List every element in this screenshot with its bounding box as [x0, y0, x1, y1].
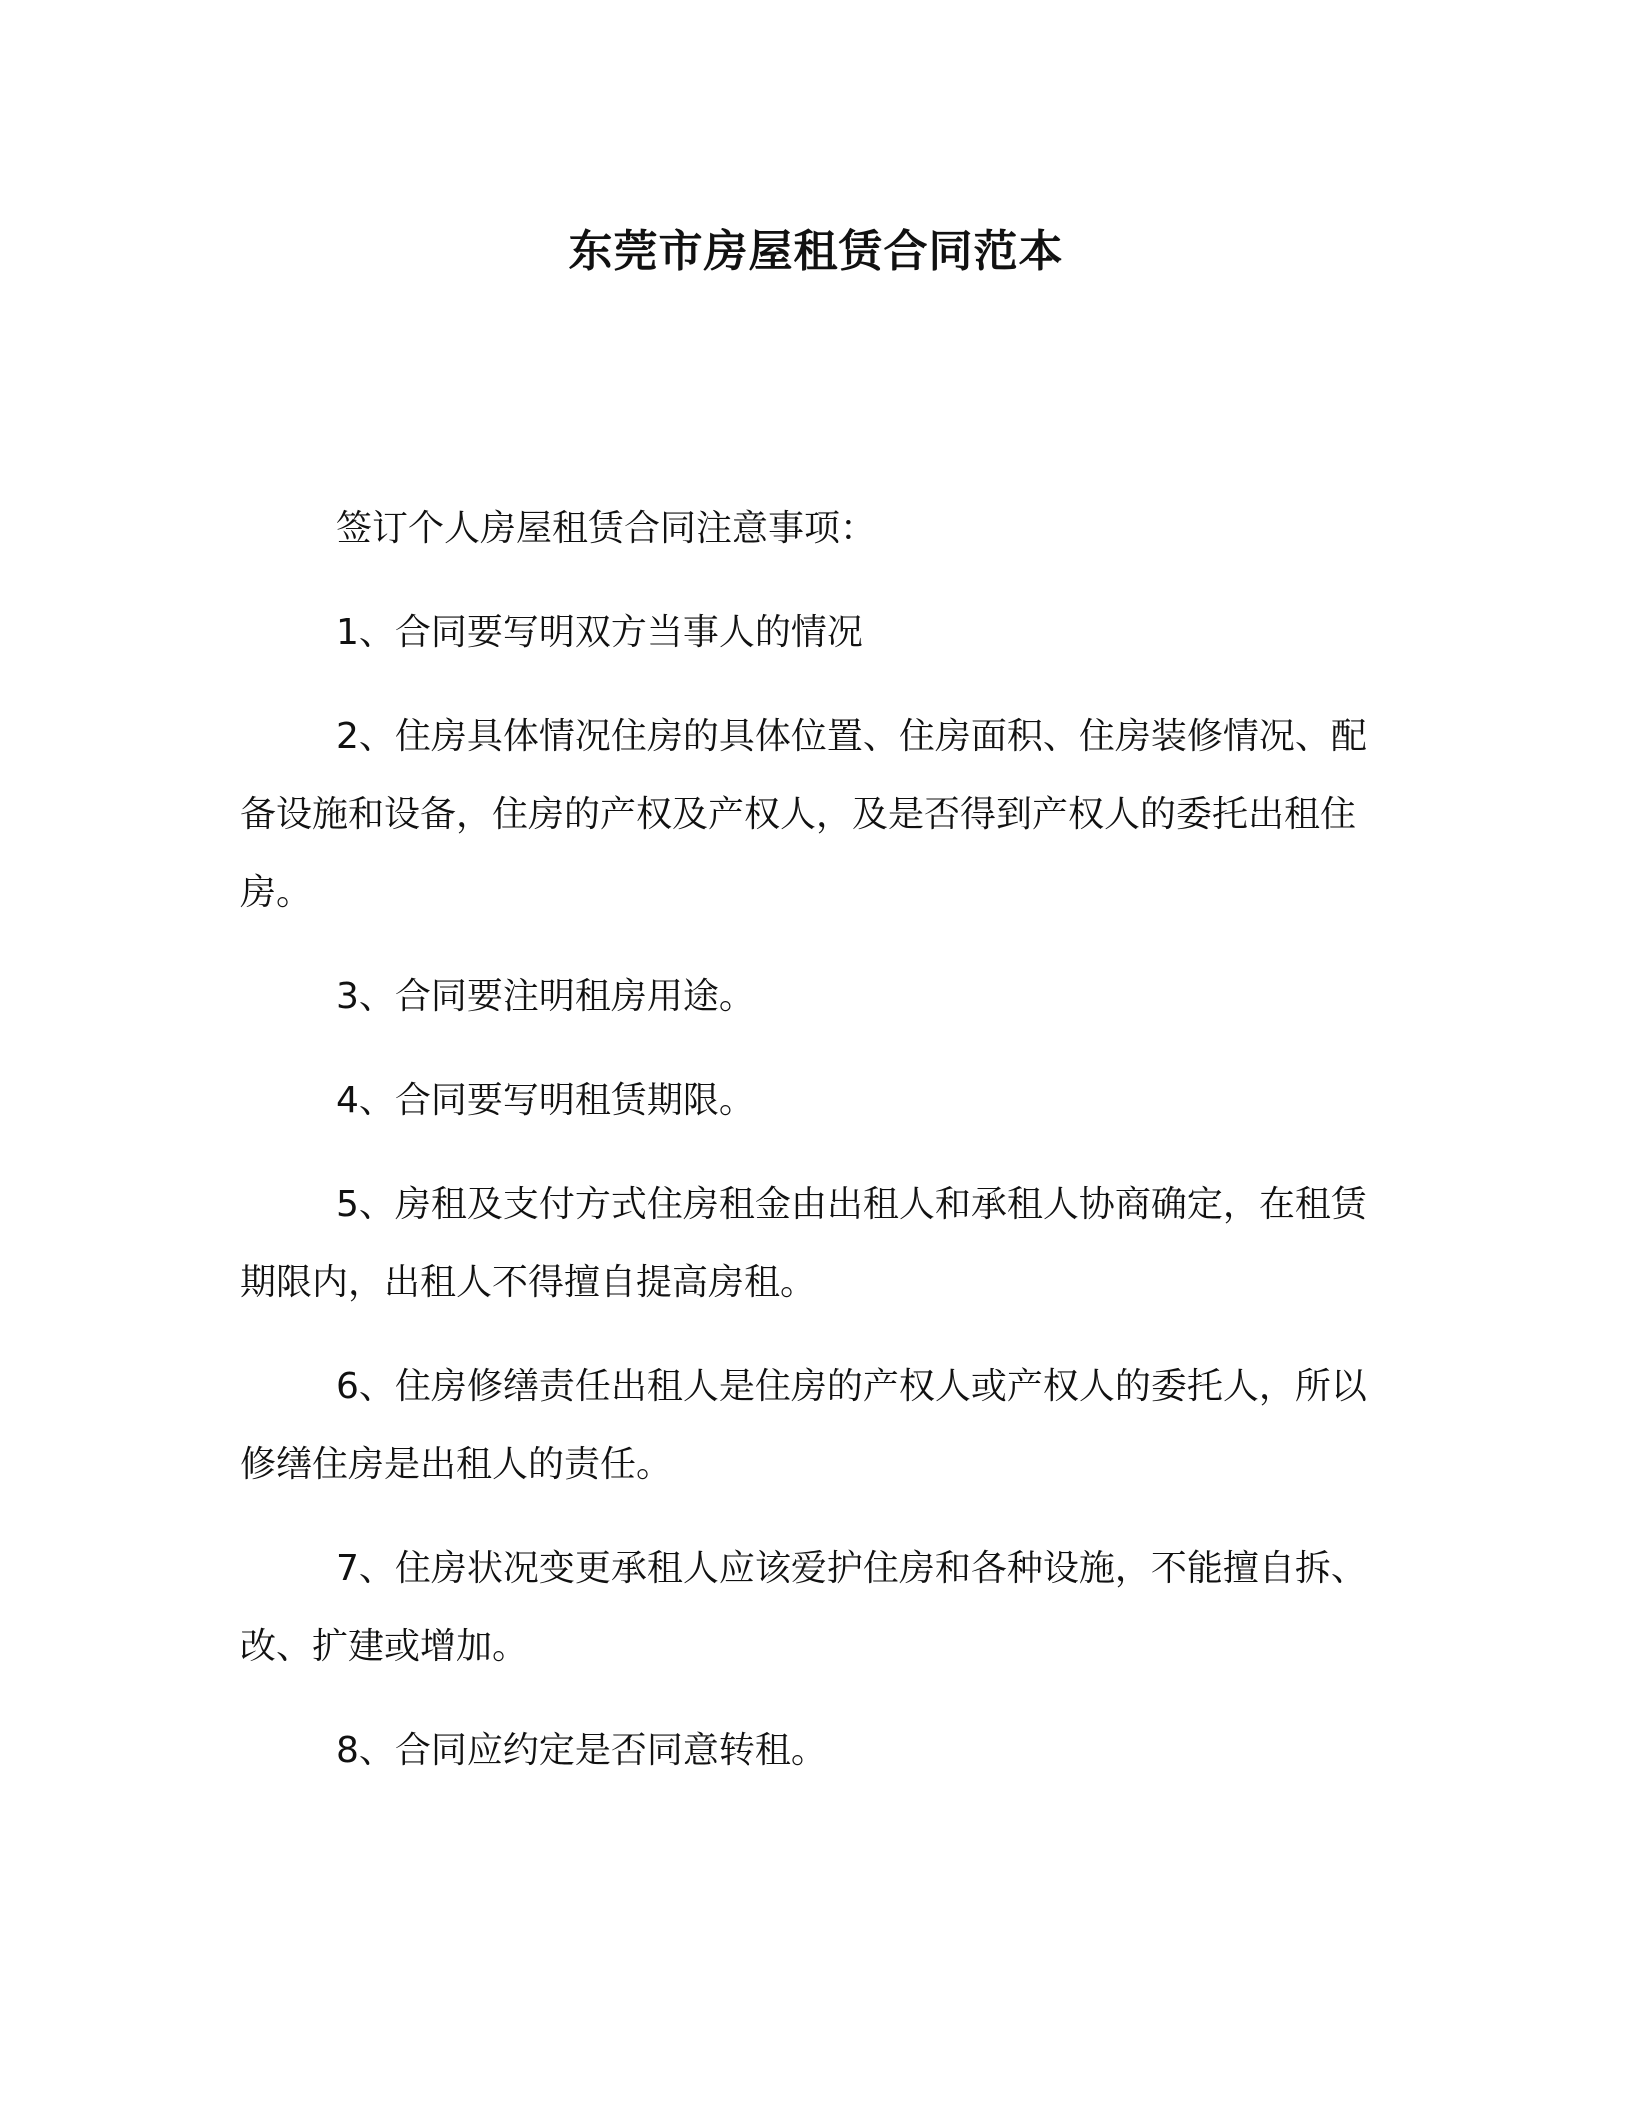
- clause-2: 2、住房具体情况住房的具体位置、住房面积、住房装修情况、配备设施和设备，住房的产权及产权人，及是否得到产权人的委托出租住房。: [240, 716, 1367, 913]
- clause-1: 1、合同要写明双方当事人的情况: [336, 612, 863, 653]
- clause-8: 8、合同应约定是否同意转租。: [336, 1730, 827, 1771]
- clause-4: 4、合同要写明租赁期限。: [336, 1080, 755, 1121]
- clause-3: 3、合同要注明租房用途。: [336, 976, 755, 1017]
- document-body: [240, 490, 1400, 1816]
- clause-7: 7、住房状况变更承租人应该爱护住房和各种设施，不能擅自拆、改、扩建或增加。: [240, 1548, 1367, 1667]
- clause-6: 6、住房修缮责任出租人是住房的产权人或产权人的委托人，所以修缮住房是出租人的责任。: [240, 1366, 1367, 1485]
- clause-5: 5、房租及支付方式住房租金由出租人和承租人协商确定，在租赁期限内，出租人不得擅自提高房租。: [240, 1184, 1367, 1303]
- intro-paragraph: 签订个人房屋租赁合同注意事项：: [336, 508, 877, 549]
- document-title: 东莞市房屋租赁合同范本: [568, 226, 1064, 277]
